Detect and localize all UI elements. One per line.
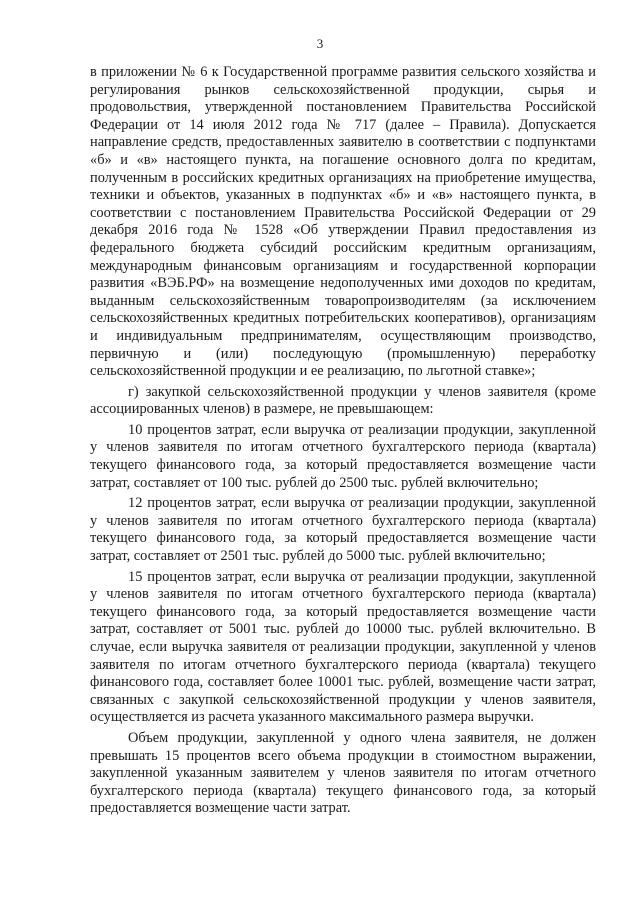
page-number: 3 (316, 36, 324, 51)
paragraph-12-percent: 12 процентов затрат, если выручка от реализации продукции, закупленной у членов заявителя по итогам отчетного бухгалтерского периода (квартала) текущего финансового года, за который предоставляется возмещение части затрат, составляет от 2501 тыс. рублей до 5000 тыс. рублей включительно; (90, 495, 596, 565)
paragraph-item-g: г) закупкой сельскохозяйственной продукции у членов заявителя (кроме ассоциированных членов) в размере, не превышающем: (90, 383, 596, 418)
paragraph-continuation: в приложении № 6 к Государственной программе развития сельского хозяйства и регулирования рынков сельскохозяйственной продукции, сырья и продовольствия, утвержденной постановлением Правительства Российской Федерации от 14 июля 2012 года № 717 (далее – Правила). Допускается направление средств, предоставленных заявителю в соответствии с подпунктами «б» и «в» настоящего пункта, на погашение основного долга по кредитам, полученным в российских кредитных организациях на приобретение имущества, техники и объектов, указанных в подпунктах «б» и «в» настоящего пункта, в соответствии с постановлением Правительства Российской Федерации от 29 декабря 2016 года № 1528 «Об утверждении Правил предоставления из федерального бюджета субсидий российским кредитным организациям, международным финансовым организациям и государственной корпорации развития «ВЭБ.РФ» на возмещение недополученных ими доходов по кредитам, выданным сельскохозяйственным товаропроизводителям (за исключением сельскохозяйственных кредитных потребительских кооперативов), организациям и индивидуальным предпринимателям, осуществляющим производство, первичную и (или) последующую (промышленную) переработку сельскохозяйственной продукции и ее реализацию, по льготной ставке»; (90, 64, 596, 380)
document-body (90, 64, 596, 818)
paragraph-10-percent: 10 процентов затрат, если выручка от реализации продукции, закупленной у членов заявителя по итогам отчетного бухгалтерского периода (квартала) текущего финансового года, за который предоставляется возмещение части затрат, составляет от 100 тыс. рублей до 2500 тыс. рублей включительно; (90, 421, 596, 491)
paragraph-volume-limit: Объем продукции, закупленной у одного члена заявителя, не должен превышать 15 процентов всего объема продукции в стоимостном выражении, закупленной указанным заявителем у членов заявителя по итогам отчетного бухгалтерского периода (квартала) текущего финансового года, за который предоставляется возмещение части затрат. (90, 729, 596, 817)
paragraph-15-percent: 15 процентов затрат, если выручка от реализации продукции, закупленной у членов заявителя по итогам отчетного бухгалтерского периода (квартала) текущего финансового года, за который предоставляется возмещение части затрат, составляет от 5001 тыс. рублей до 10000 тыс. рублей включительно. В случае, если выручка заявителя от реализации продукции, закупленной у членов заявителя по итогам отчетного бухгалтерского периода (квартала) текущего финансового года, составляет более 10001 тыс. рублей, возмещение части затрат, связанных с закупкой сельскохозяйственной продукции у членов заявителя, осуществляется из расчета указанного максимального размера выручки. (90, 568, 596, 726)
